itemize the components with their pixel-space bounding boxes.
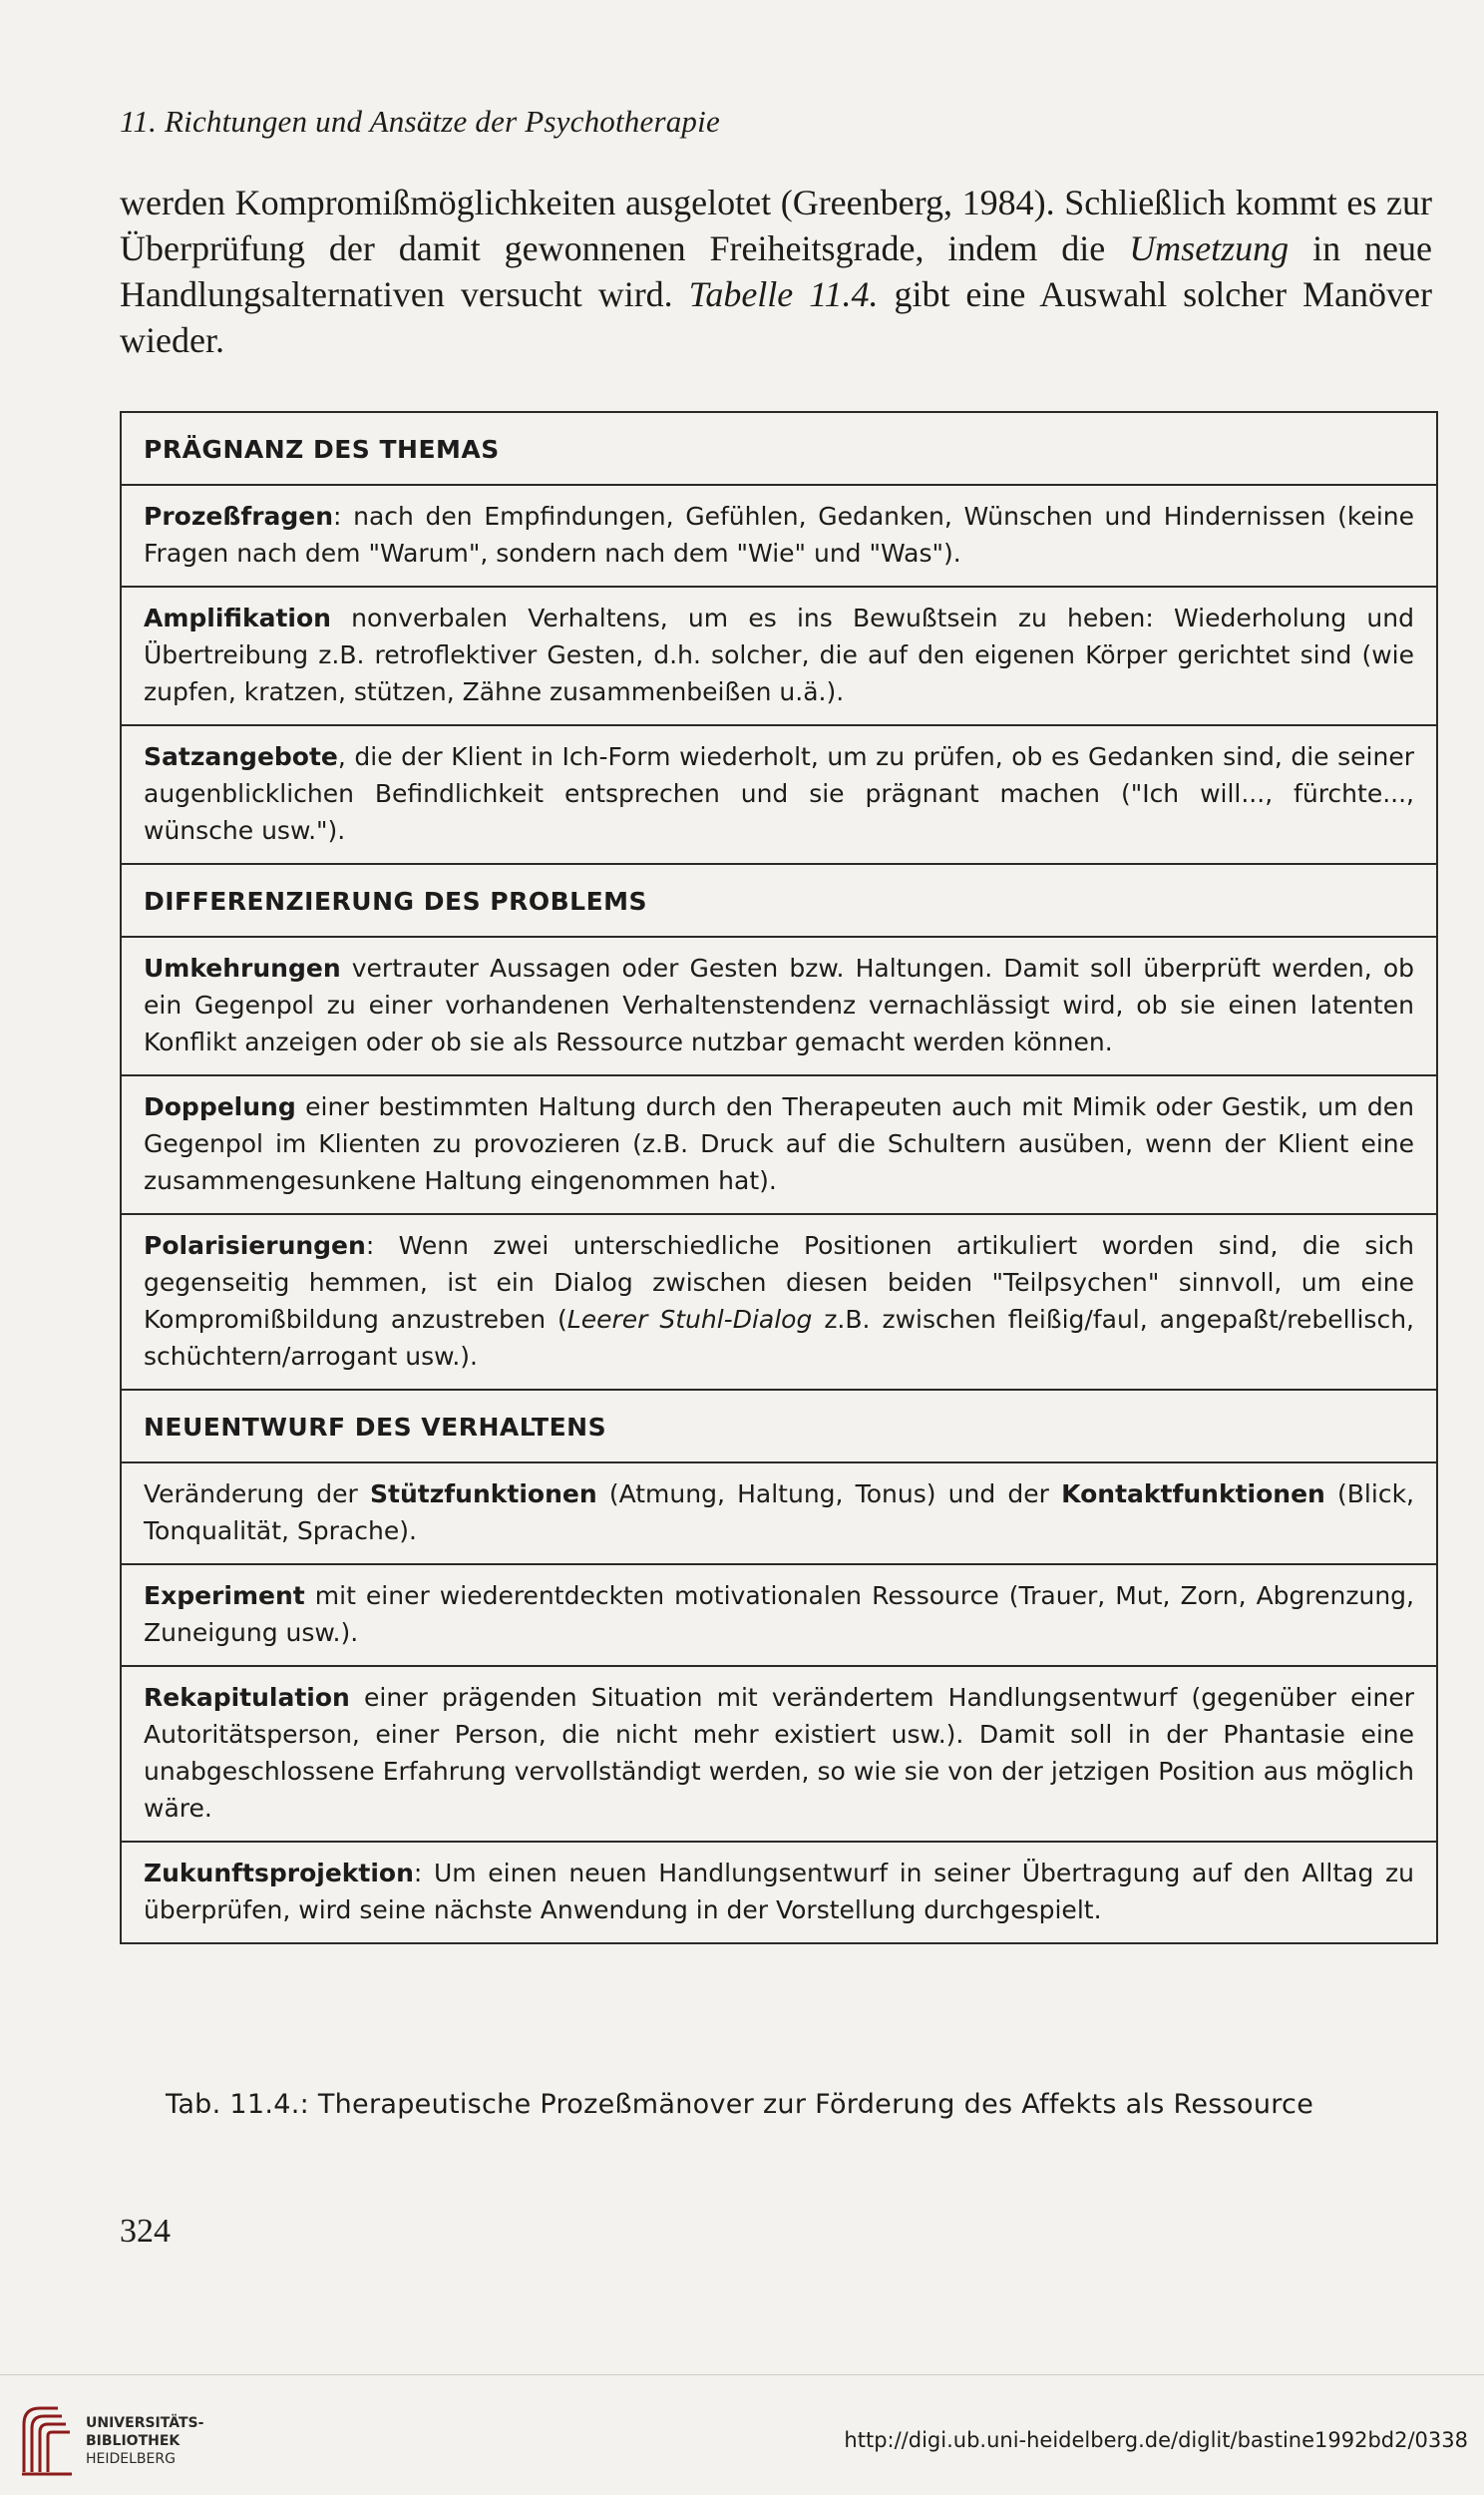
row-text: mit einer wiederentdeckten motivationalen Ressource (Trauer, Mut, Zorn, Abgrenzung, Zuneigung usw.). bbox=[144, 1581, 1414, 1647]
running-head: 11. Richtungen und Ansätze der Psychotherapie bbox=[120, 104, 720, 139]
term-doppelung: Doppelung bbox=[144, 1092, 296, 1121]
source-url-link[interactable]: http://digi.ub.uni-heidelberg.de/diglit/bastine1992bd2/0338 bbox=[844, 2428, 1468, 2452]
footer-divider bbox=[0, 2374, 1484, 2375]
process-table bbox=[120, 411, 1438, 1944]
table-row-polarisierungen bbox=[122, 1213, 1436, 1389]
section-heading-praegnanz: PRÄGNANZ DES THEMAS bbox=[144, 435, 500, 464]
row-text: Veränderung der bbox=[144, 1479, 371, 1508]
intro-paragraph bbox=[120, 180, 1432, 363]
table-row-umkehrungen bbox=[122, 936, 1436, 1074]
row-text: (Blick, Tonqualität, Sprache). bbox=[144, 1479, 1414, 1545]
table-row-prozessfragen bbox=[122, 484, 1436, 586]
row-text: , die der Klient in Ich-Form wiederholt, um zu prüfen, ob es Gedanken sind, die seiner augenblicklichen Befindlichkeit entsprechen und sie prägnant machen ("Ich will..., fürchte..., wünsche usw."). bbox=[144, 742, 1414, 845]
row-text: einer prägenden Situation mit verändertem Handlungsentwurf (gegenüber einer Autoritätsperson, einer Person, die nicht mehr existiert usw.). Damit soll in der Phantasie eine unabgeschlossene Erfahrung vervollständigt werden, so wie sie von der jetzigen Position aus möglich wäre. bbox=[144, 1683, 1414, 1823]
table-row-amplifikation bbox=[122, 586, 1436, 724]
row-text: nonverbalen Verhaltens, um es ins Bewußtsein zu heben: Wiederholung und Übertreibung z.B. retroflektiver Gesten, d.h. solcher, die auf den eigenen Körper gerichtet sind (wie zupfen, kratzen, stützen, Zähne zusammenbeißen u.ä.). bbox=[144, 604, 1414, 706]
library-name-line2: BIBLIOTHEK bbox=[86, 2433, 181, 2449]
row-text: : nach den Empfindungen, Gefühlen, Gedanken, Wünschen und Hindernissen (keine Fragen nach dem "Warum", sondern nach dem "Wie" und "Was"). bbox=[144, 502, 1414, 568]
section-heading-differenzierung: DIFFERENZIERUNG DES PROBLEMS bbox=[122, 863, 1436, 936]
row-italic-text: Leerer Stuhl-Dialog bbox=[566, 1305, 813, 1334]
table-row-doppelung bbox=[122, 1074, 1436, 1213]
term-satzangebote: Satzangebote bbox=[144, 742, 338, 771]
row-text: z.B. zwischen fleißig/faul, angepaßt/rebellisch, schüchtern/arrogant usw.). bbox=[144, 1305, 1414, 1371]
table-row-veraenderung bbox=[122, 1461, 1436, 1563]
term-polarisierungen: Polarisierungen bbox=[144, 1231, 366, 1260]
term-amplifikation: Amplifikation bbox=[144, 604, 331, 632]
row-text: : Wenn zwei unterschiedliche Positionen artikuliert worden sind, die sich gegenseitig hemmen, ist ein Dialog zwischen diesen beiden "Teilpsychen" sinnvoll, um eine Kompromißbildung anzustreben ( bbox=[144, 1231, 1414, 1334]
term-kontaktfunktionen: Kontaktfunktionen bbox=[1061, 1479, 1325, 1508]
term-stuetzfunktionen: Stützfunktionen bbox=[370, 1479, 597, 1508]
row-text: vertrauter Aussagen oder Gesten bzw. Haltungen. Damit soll überprüft werden, ob ein Gegenpol zu einer vorhandenen Verhaltenstendenz vernachlässigt wird, ob sie einen latenten Konflikt anzeigen oder ob sie als Ressource nutzbar gemacht werden können. bbox=[144, 954, 1414, 1056]
library-name bbox=[86, 2414, 203, 2468]
term-rekapitulation: Rekapitulation bbox=[144, 1683, 350, 1712]
table-row-experiment bbox=[122, 1563, 1436, 1665]
table-row-zukunftsprojektion bbox=[122, 1841, 1436, 1942]
section-heading-neuentwurf: NEUENTWURF DES VERHALTENS bbox=[122, 1389, 1436, 1461]
term-experiment: Experiment bbox=[144, 1581, 305, 1610]
library-name-line1: UNIVERSITÄTS- bbox=[86, 2415, 204, 2431]
library-name-line3: HEIDELBERG bbox=[86, 2451, 176, 2467]
page-number: 324 bbox=[120, 2213, 171, 2250]
term-prozessfragen: Prozeßfragen bbox=[144, 502, 334, 531]
intro-text-3: gibt eine Auswahl solcher Manöver wieder. bbox=[120, 274, 1433, 360]
library-logo-icon bbox=[18, 2400, 78, 2480]
table-row-rekapitulation bbox=[122, 1665, 1436, 1841]
table-row-satzangebote bbox=[122, 724, 1436, 863]
intro-table-reference: Tabelle 11.4. bbox=[688, 274, 879, 314]
intro-emphasis-umsetzung: Umsetzung bbox=[1129, 228, 1290, 268]
intro-text-2: in neue Handlungsalternativen versucht wird. bbox=[120, 228, 1432, 314]
term-umkehrungen: Umkehrungen bbox=[144, 954, 341, 983]
table-caption: Tab. 11.4.: Therapeutische Prozeßmänover zur Förderung des Affekts als Ressource bbox=[166, 2089, 1314, 2120]
term-zukunftsprojektion: Zukunftsprojektion bbox=[144, 1859, 414, 1887]
intro-text-1: werden Kompromißmöglichkeiten ausgelotet (Greenberg, 1984). Schließlich kommt es zur Überprüfung der damit gewonnenen Freiheitsgrade, indem die bbox=[120, 183, 1432, 268]
row-text: : Um einen neuen Handlungsentwurf in seiner Übertragung auf den Alltag zu überprüfen, wird seine nächste Anwendung in der Vorstellung durchgespielt. bbox=[144, 1859, 1414, 1924]
row-text: (Atmung, Haltung, Tonus) und der bbox=[596, 1479, 1062, 1508]
row-text: einer bestimmten Haltung durch den Therapeuten auch mit Mimik oder Gestik, um den Gegenpol im Klienten zu provozieren (z.B. Druck auf die Schultern ausüben, wenn der Klient eine zusammengesunkene Haltung eingenommen hat). bbox=[144, 1092, 1414, 1195]
